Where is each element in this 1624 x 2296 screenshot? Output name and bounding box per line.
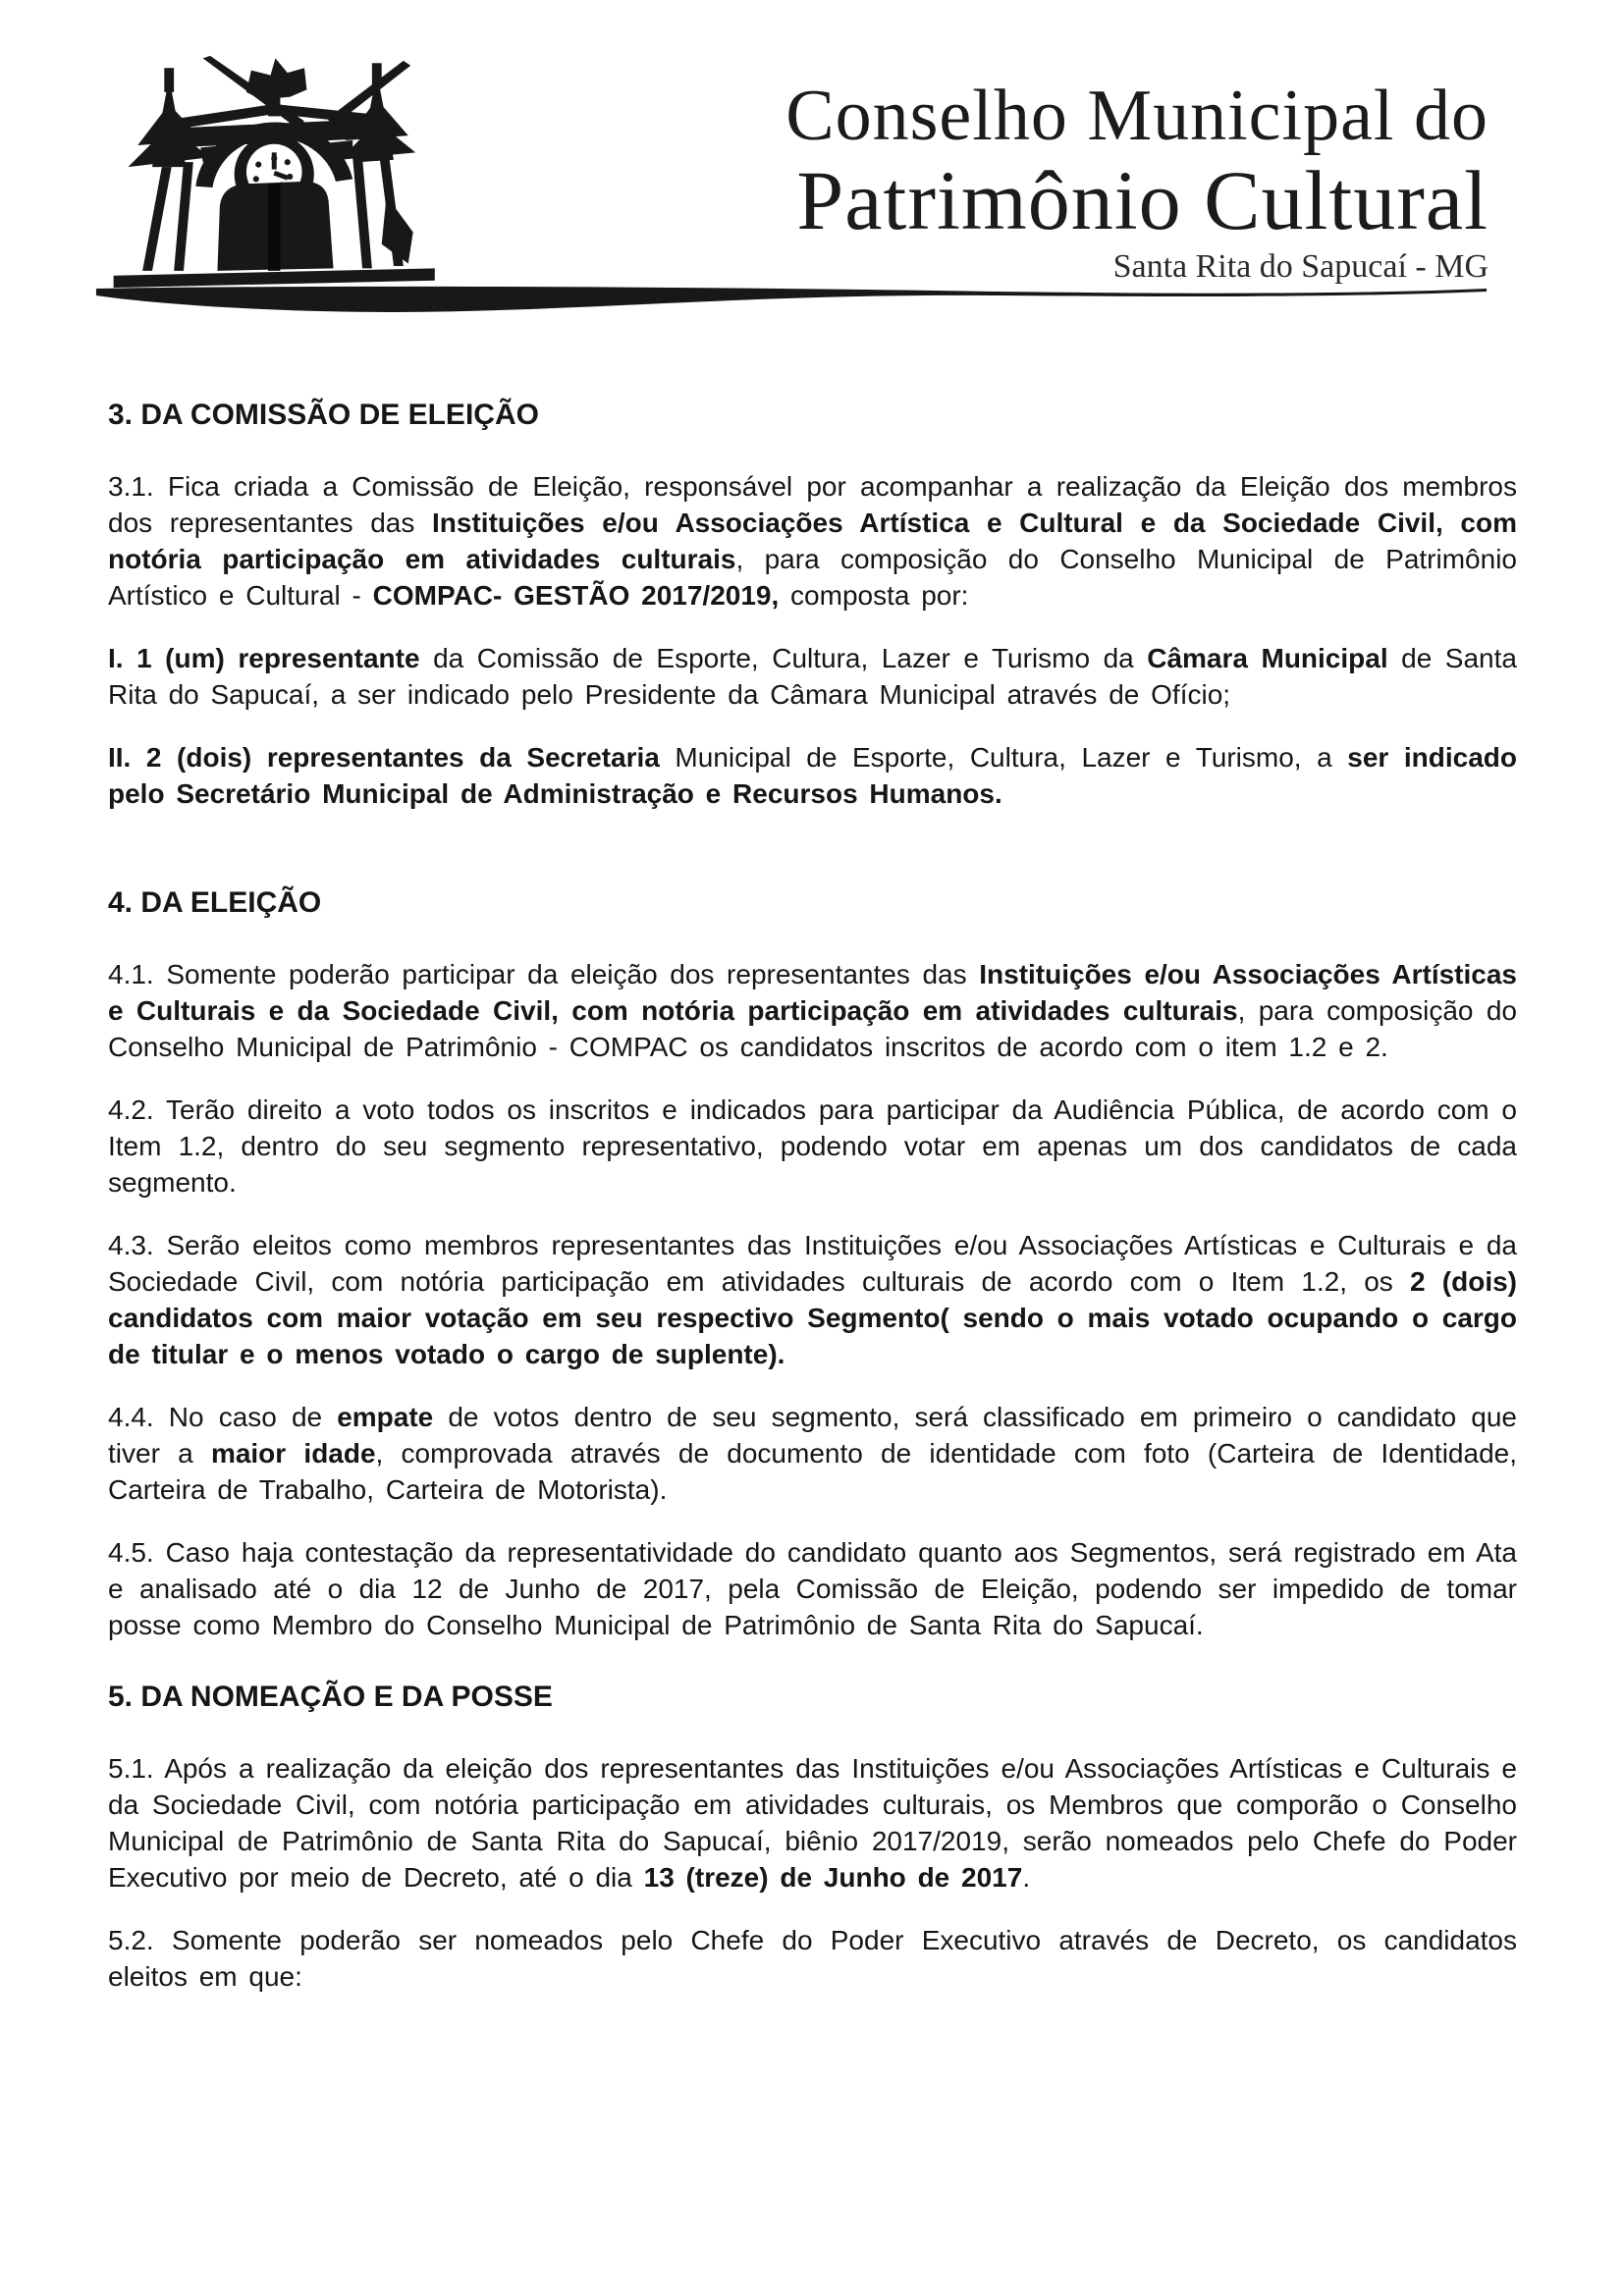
church-clock-tower-icon xyxy=(90,51,456,293)
org-title-line2: Patrimônio Cultural xyxy=(796,153,1489,247)
section-5-heading: 5. DA NOMEAÇÃO E DA POSSE xyxy=(108,1681,553,1713)
paragraph-5-2: 5.2. Somente poderão ser nomeados pelo Chefe do Poder Executivo através de Decreto, os candidatos eleitos em que: xyxy=(108,1925,1517,1992)
swoosh-divider xyxy=(94,285,1489,316)
org-subtitle-city: Santa Rita do Sapucaí - MG xyxy=(1112,248,1489,285)
paragraph-4-5: 4.5. Caso haja contestação da representatividade do candidato quanto aos Segmentos, será registrado em Ata e analisado até o dia 12 de Junho de 2017, pela Comissão de Eleição, podendo ser impedido de tomar posse como Membro do Conselho Municipal de Patrimônio de Santa Rita do Sapucaí. xyxy=(108,1537,1517,1640)
paragraph-3-1: 3.1. Fica criada a Comissão de Eleição, responsável por acompanhar a realização da Eleição dos membros dos representantes das Instituições e/ou Associações Artística e Cultural e da Sociedade Civil, com notória participação em atividades culturais, para composição do Conselho Municipal de Patrimônio Artístico e Cultural - COMPAC- GESTÃO 2017/2019, composta por: xyxy=(108,471,1517,611)
paragraph-item-i: I. 1 (um) representante da Comissão de Esporte, Cultura, Lazer e Turismo da Câmara Municipal de Santa Rita do Sapucaí, a ser indicado pelo Presidente da Câmara Municipal através de Ofício; xyxy=(108,643,1517,710)
letterhead-titles xyxy=(785,77,1489,287)
org-title-line1: Conselho Municipal do xyxy=(785,76,1489,156)
paragraph-4-1: 4.1. Somente poderão participar da eleição dos representantes das Instituições e/ou Associações Artísticas e Culturais e da Sociedade Civil, com notória participação em atividades culturais, para composição do Conselho Municipal de Patrimônio - COMPAC os candidatos inscritos de acordo com o item 1.2 e 2. xyxy=(108,959,1517,1062)
paragraph-4-4: 4.4. No caso de empate de votos dentro de seu segmento, será classificado em primeiro o candidato que tiver a maior idade, comprovada através de documento de identidade com foto (Carteira de Identidade, Carteira de Trabalho, Carteira de Motorista). xyxy=(108,1402,1518,1505)
paragraph-item-ii: II. 2 (dois) representantes da Secretaria Municipal de Esporte, Cultura, Lazer e Turismo, a ser indicado pelo Secretário Municipal de Administração e Recursos Humanos. xyxy=(108,742,1517,809)
document-body xyxy=(108,397,1517,2021)
section-3-heading: 3. DA COMISSÃO DE ELEIÇÃO xyxy=(108,399,539,431)
paragraph-5-1: 5.1. Após a realização da eleição dos representantes das Instituições e/ou Associações Artísticas e Culturais e da Sociedade Civil, com notória participação em atividades culturais, os Membros que comporão o Conselho Municipal de Patrimônio de Santa Rita do Sapucaí, biênio 2017/2019, serão nomeados pelo Chefe do Poder Executivo por meio de Decreto, até o dia 13 (treze) de Junho de 2017. xyxy=(108,1753,1517,1893)
paragraph-4-3: 4.3. Serão eleitos como membros representantes das Instituições e/ou Associações Artísticas e Culturais e da Sociedade Civil, com notória participação em atividades culturais de acordo com o Item 1.2, os 2 (dois) candidatos com maior votação em seu respectivo Segmento( sendo o mais votado ocupando o cargo de titular e o menos votado o cargo de suplente). xyxy=(108,1230,1517,1369)
letterhead xyxy=(0,0,1624,324)
section-4-heading: 4. DA ELEIÇÃO xyxy=(108,886,322,919)
paragraph-4-2: 4.2. Terão direito a voto todos os inscritos e indicados para participar da Audiência Pública, de acordo com o Item 1.2, dentro do seu segmento representativo, podendo votar em apenas um dos candidatos de cada segmento. xyxy=(108,1095,1517,1198)
